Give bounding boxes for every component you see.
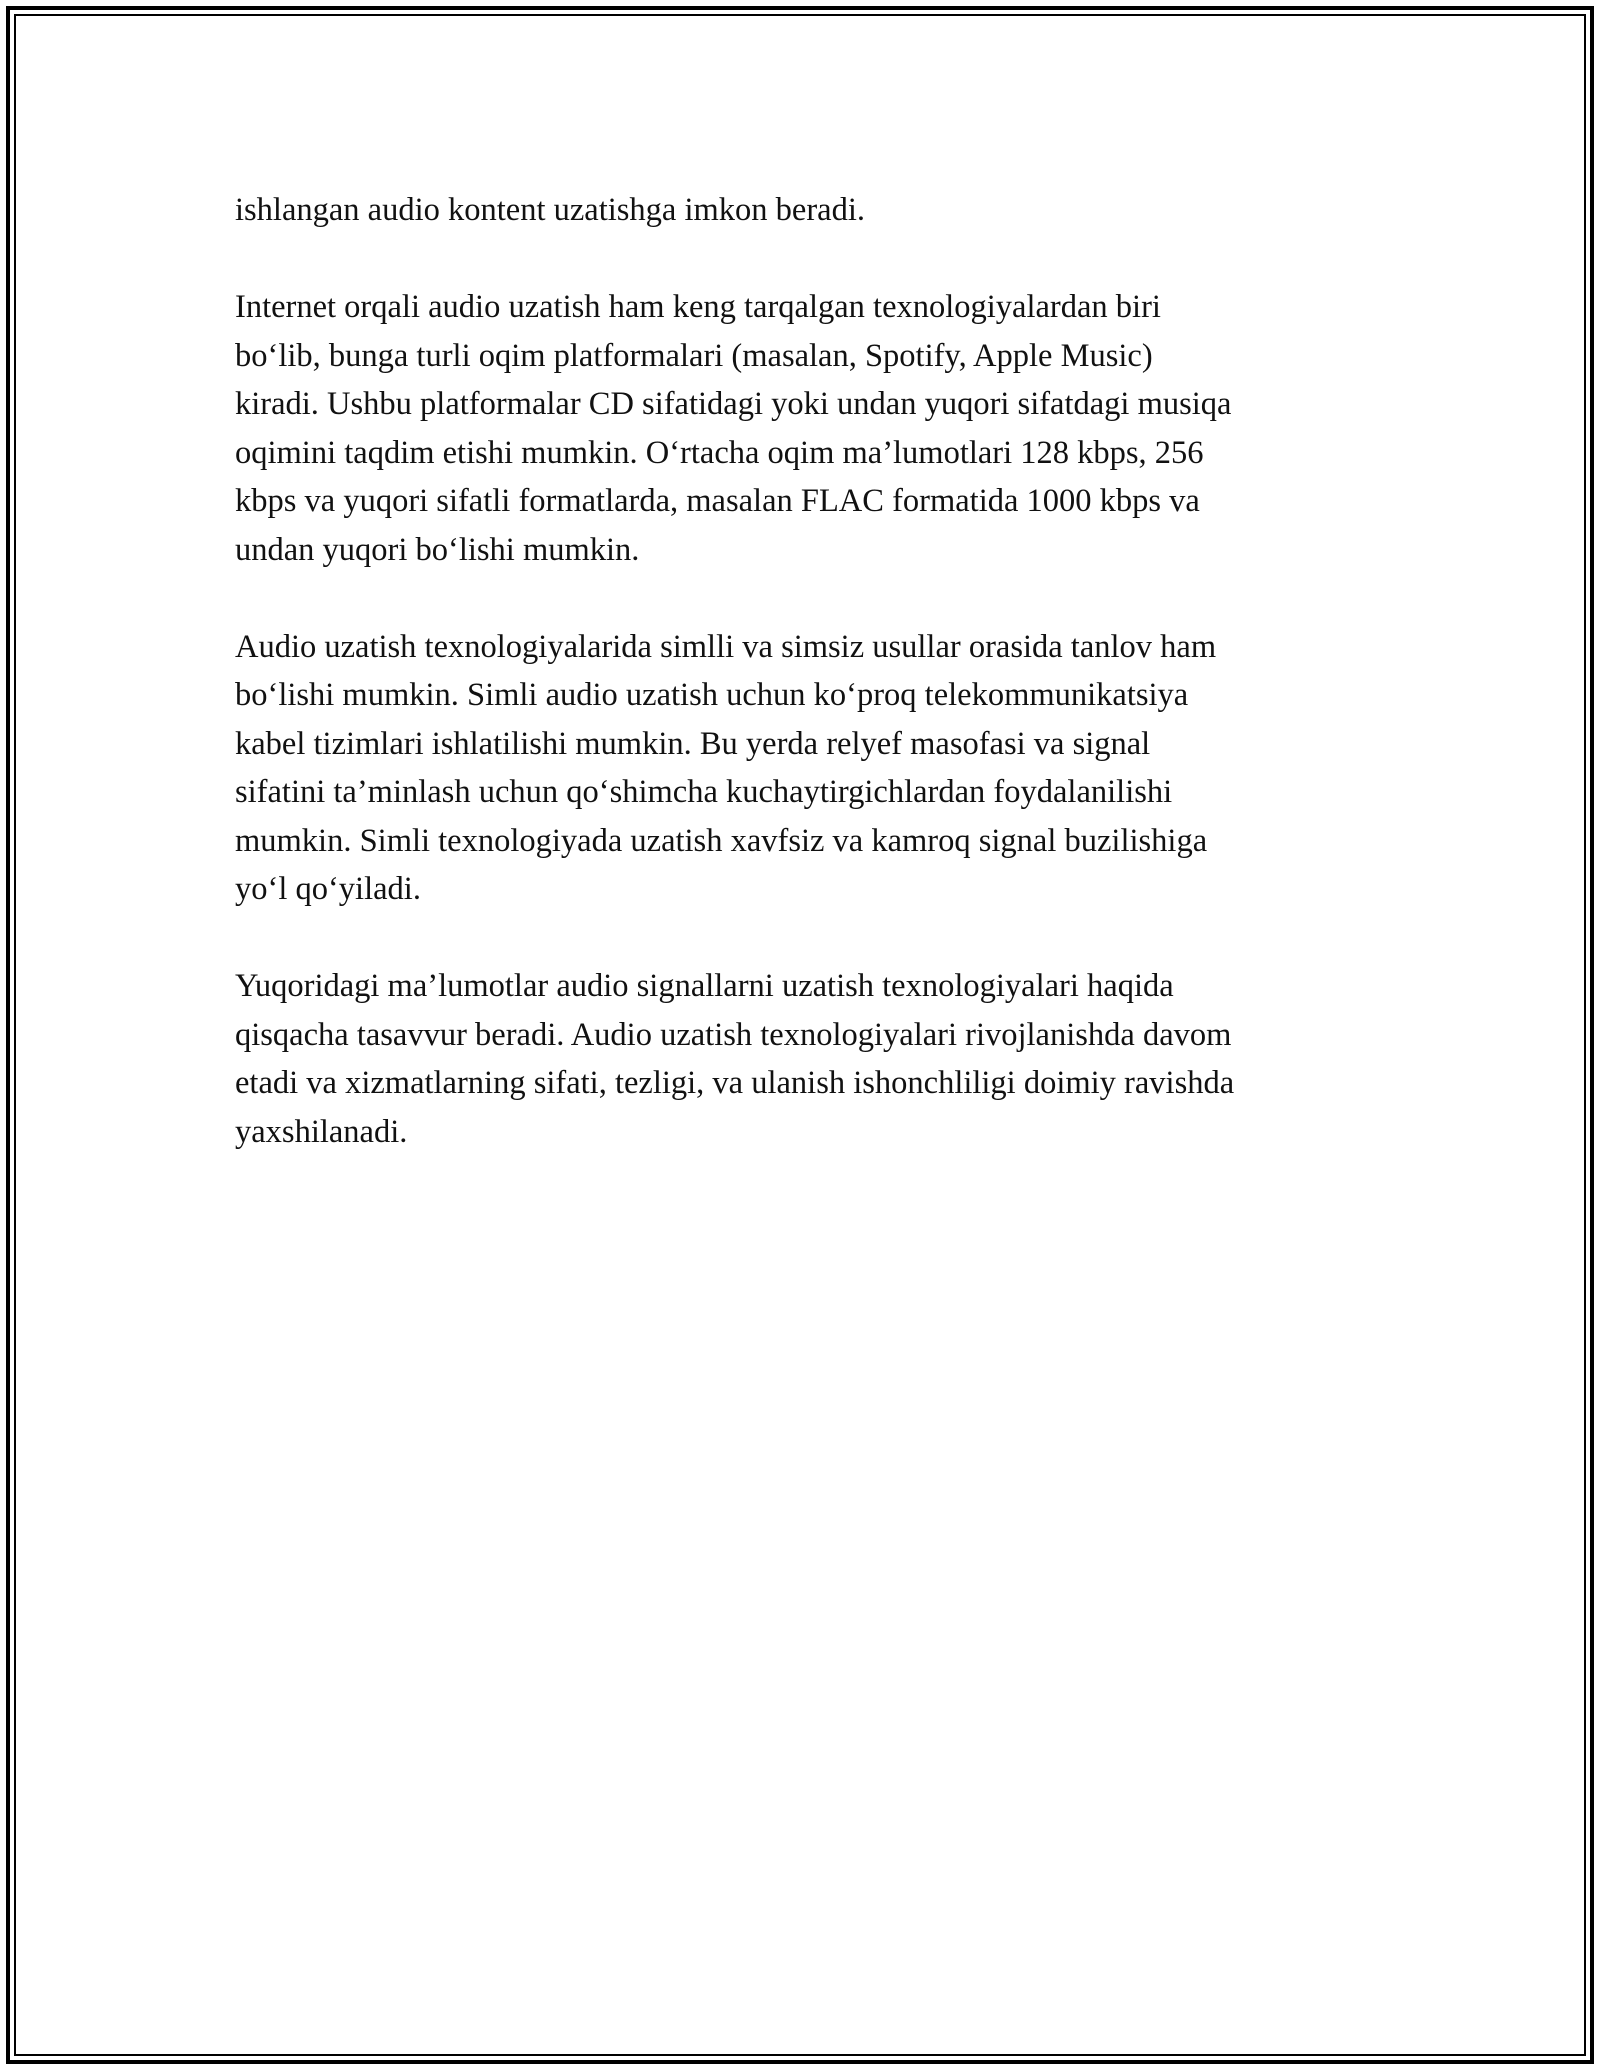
- text-line: sifatini ta’minlash uchun qo‘shimcha kuchaytirgichlardan foydalanilishi: [235, 774, 1173, 810]
- text-line: yaxshilanadi.: [235, 1113, 408, 1150]
- text-line: etadi va xizmatlarning sifati, tezligi, va ulanish ishonchliligi doimiy ravishda: [235, 1065, 1235, 1101]
- text-line: Audio uzatish texnologiyalarida simlli va simsiz usullar orasida tanlov ham: [235, 628, 1217, 665]
- text-line: kabel tizimlari ishlatilishi mumkin. Bu yerda relyef masofasi va signal: [235, 725, 1151, 762]
- text-line: ishlangan audio kontent uzatishga imkon beradi.: [235, 192, 865, 228]
- text-line: kiradi. Ushbu platformalar CD sifatidagi yoki undan yuqori sifatdagi musiqa: [235, 386, 1232, 422]
- text-line: mumkin. Simli texnologiyada uzatish xavfsiz va kamroq signal buzilishiga: [235, 822, 1208, 859]
- paragraph-3: [235, 623, 1375, 914]
- text-line: oqimini taqdim etishi mumkin. O‘rtacha oqim ma’lumotlari 128 kbps, 256: [235, 434, 1204, 471]
- text-line: Internet orqali audio uzatish ham keng tarqalgan texnologiyalardan biri: [235, 289, 1161, 325]
- text-line: Yuqoridagi ma’lumotlar audio signallarni uzatish texnologiyalari haqida: [235, 968, 1174, 1004]
- document-body: [235, 186, 1375, 1205]
- text-line: bo‘lishi mumkin. Simli audio uzatish uchun ko‘proq telekommunikatsiya: [235, 677, 1189, 713]
- text-line: kbps va yuqori sifatli formatlarda, masalan FLAC formatida 1000 kbps va: [235, 483, 1200, 519]
- text-line: qisqacha tasavvur beradi. Audio uzatish texnologiyalari rivojlanishda davom: [235, 1016, 1232, 1053]
- paragraph-4: [235, 962, 1375, 1156]
- text-line: bo‘lib, bunga turli oqim platformalari (masalan, Spotify, Apple Music): [235, 337, 1153, 374]
- paragraph-2: [235, 283, 1375, 574]
- text-line: yo‘l qo‘yiladi.: [235, 871, 421, 907]
- paragraph-1: [235, 186, 1375, 235]
- text-line: undan yuqori bo‘lishi mumkin.: [235, 531, 640, 568]
